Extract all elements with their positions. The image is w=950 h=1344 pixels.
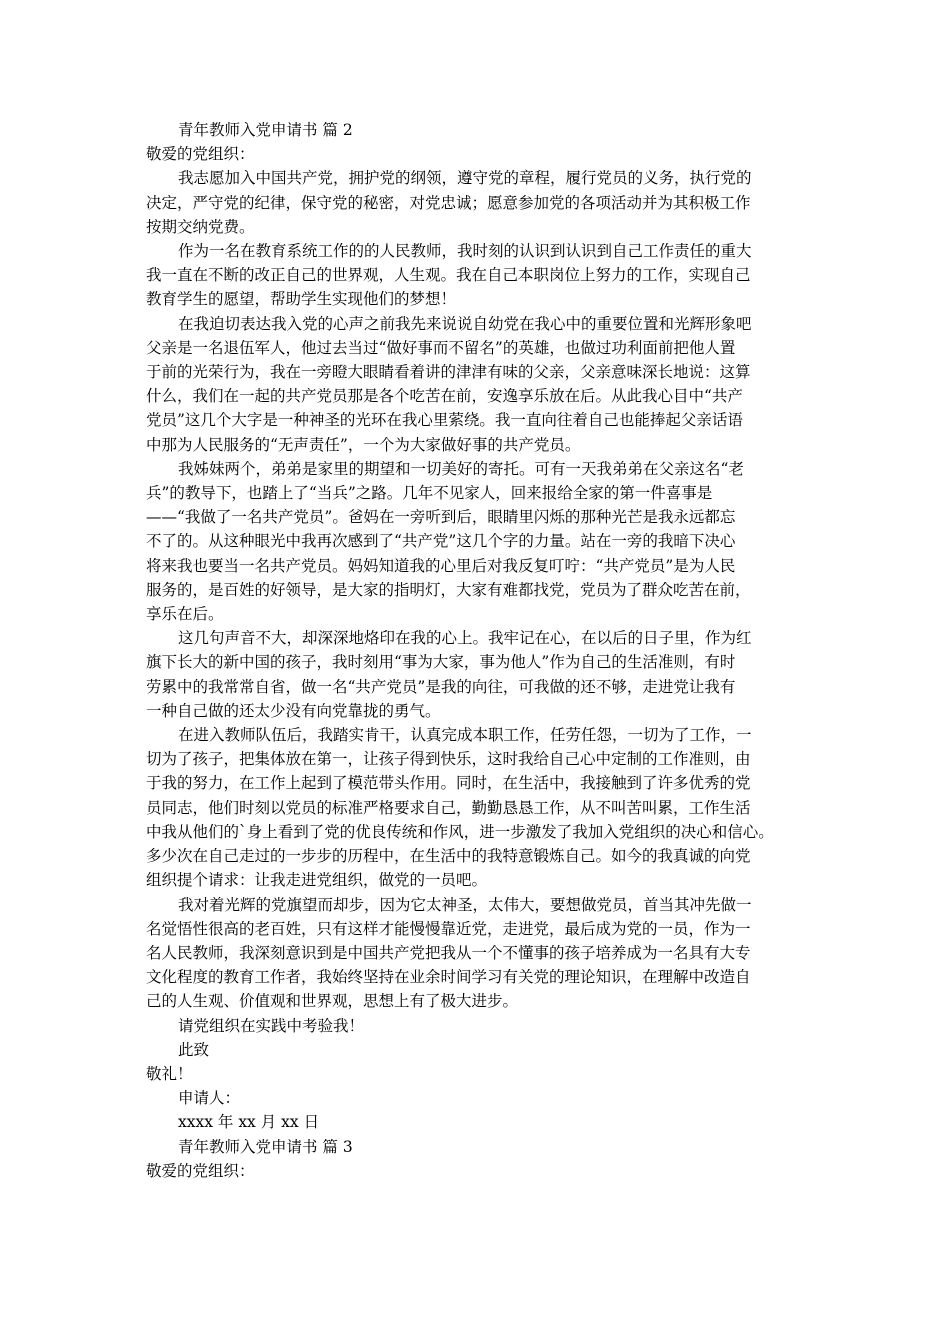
paragraph-line: 中那为人民服务的“无声责任”，一个为大家做好事的共产党员。: [146, 435, 581, 454]
closing-request: 请党组织在实践中考验我！: [178, 1016, 365, 1035]
body-paragraph: [146, 457, 818, 626]
paragraph-line: 中我从他们的`身上看到了党的优良传统和作风，进一步激发了我加入党组织的决心和信心。: [146, 822, 774, 841]
section-2-body: [146, 166, 818, 1013]
paragraph-line: 在进入教师队伍后，我踏实肯干，认真完成本职工作，任劳任怨，一切为了工作，一: [178, 726, 752, 745]
paragraph-line: ——“我做了一名共产党员”。爸妈在一旁听到后，眼睛里闪烁的那种光芒是我永远都忘: [146, 508, 736, 527]
paragraph-line: 父亲是一名退伍军人，他过去当过“做好事而不留名”的英雄，也做过功利面前把他人置: [146, 338, 736, 357]
body-paragraph: [146, 893, 818, 1014]
paragraph-line: 服务的，是百姓的好领导，是大家的指明灯，大家有难都找党，党员为了群众吃苦在前，: [146, 580, 751, 599]
paragraph-line: 我一直在不断的改正自己的世界观，人生观。我在自己本职岗位上努力的工作，实现自己: [146, 266, 751, 285]
section-2-title: 青年教师入党申请书 篇 2: [178, 121, 353, 139]
paragraph-line: 决定，严守党的纪律，保守党的秘密，对党忠诚；愿意参加党的各项活动并为其积极工作: [146, 193, 751, 212]
document-page: [146, 118, 818, 1183]
body-paragraph: [146, 166, 818, 239]
closing-jingli: 敬礼！: [146, 1064, 193, 1083]
paragraph-line: 名觉悟性很高的老百姓，只有这样才能慢慢靠近党，走进党，最后成为党的一员，作为一: [146, 919, 751, 938]
paragraph-line: 我姊妹两个，弟弟是家里的期望和一切美好的寄托。可有一天我弟弟在父亲这名“老: [178, 459, 744, 478]
closing-cizhi: 此致: [178, 1040, 210, 1059]
paragraph-line: 按期交纳党费。: [146, 217, 255, 236]
paragraph-line: 我志愿加入中国共产党，拥护党的纲领，遵守党的章程，履行党员的义务，执行党的: [178, 169, 752, 188]
section-2-salutation: 敬爱的党组织：: [146, 145, 255, 164]
paragraph-line: 我对着光辉的党旗望而却步，因为它太神圣，太伟大，要想做党员，首当其冲先做一: [178, 895, 752, 914]
body-paragraph: [146, 312, 818, 457]
paragraph-line: 名人民教师，我深刻意识到是中国共产党把我从一个不懂事的孩子培养成为一名具有大专: [146, 943, 751, 962]
section-3-title: 青年教师入党申请书 篇 3: [178, 1137, 353, 1156]
paragraph-line: 不了的。从这种眼光中我再次感到了“共产党”这几个字的力量。站在一旁的我暗下决心: [146, 532, 736, 551]
body-paragraph: [146, 723, 818, 892]
paragraph-line: 员同志，他们时刻以党员的标准严格要求自己，勤勤恳恳工作，从不叫苦叫累，工作生活: [146, 798, 751, 817]
paragraph-line: 己的人生观、价值观和世界观，思想上有了极大进步。: [146, 992, 519, 1011]
paragraph-line: 党员”这几个大字是一种神圣的光环在我心里萦绕。我一直向往着自己也能捧起父亲话语: [146, 411, 743, 430]
paragraph-line: 作为一名在教育系统工作的的人民教师，我时刻的认识到认识到自己工作责任的重大: [178, 242, 752, 261]
paragraph-line: 于我的努力，在工作上起到了模范带头作用。同时，在生活中，我接触到了许多优秀的党: [146, 774, 751, 793]
paragraph-line: 旗下长大的新中国的孩子，我时刻用“事为大家，事为他人”作为自己的生活准则，有时: [146, 653, 736, 672]
section-3-salutation: 敬爱的党组织：: [146, 1161, 255, 1180]
body-paragraph: [146, 239, 818, 312]
body-paragraph: [146, 626, 818, 723]
paragraph-line: 于前的光荣行为，我在一旁瞪大眼睛看着讲的津津有味的父亲，父亲意味深长地说：这算: [146, 363, 751, 382]
paragraph-line: 切为了孩子，把集体放在第一，让孩子得到快乐，这时我给自己心中定制的工作准则，由: [146, 750, 751, 769]
paragraph-line: 享乐在后。: [146, 605, 224, 624]
paragraph-line: 多少次在自己走过的一步步的历程中，在生活中的我特意锻炼自己。如今的我真诚的向党: [146, 847, 751, 866]
paragraph-line: 组织提个请求：让我走进党组织，做党的一员吧。: [146, 871, 488, 890]
paragraph-line: 在我迫切表达我入党的心声之前我先来说说自幼党在我心中的重要位置和光辉形象吧: [178, 314, 752, 333]
paragraph-line: 兵”的教导下，也踏上了“当兵”之路。几年不见家人，回来报给全家的第一件喜事是: [146, 484, 713, 503]
paragraph-line: 一种自己做的还太少没有向党靠拢的勇气。: [146, 701, 441, 720]
paragraph-line: 劳累中的我常常自省，做一名“共产党员”是我的向往，可我做的还不够，走进党让我有: [146, 677, 736, 696]
paragraph-line: 这几句声音不大，却深深地烙印在我的心上。我牢记在心，在以后的日子里，作为红: [178, 629, 752, 648]
applicant-label: 申请人：: [178, 1089, 241, 1108]
application-date: xxxx 年 xx 月 xx 日: [178, 1113, 320, 1132]
paragraph-line: 什么，我们在一起的共产党员那是各个吃苦在前，安逸享乐放在后。从此我心目中“共产: [146, 387, 743, 406]
paragraph-line: 文化程度的教育工作者，我始终坚持在业余时间学习有关党的理论知识，在理解中改造自: [146, 968, 751, 987]
paragraph-line: 将来我也要当一名共产党员。妈妈知道我的心里后对我反复叮咛：“共产党员”是为人民: [146, 556, 736, 575]
paragraph-line: 教育学生的愿望，帮助学生实现他们的梦想！: [146, 290, 457, 309]
